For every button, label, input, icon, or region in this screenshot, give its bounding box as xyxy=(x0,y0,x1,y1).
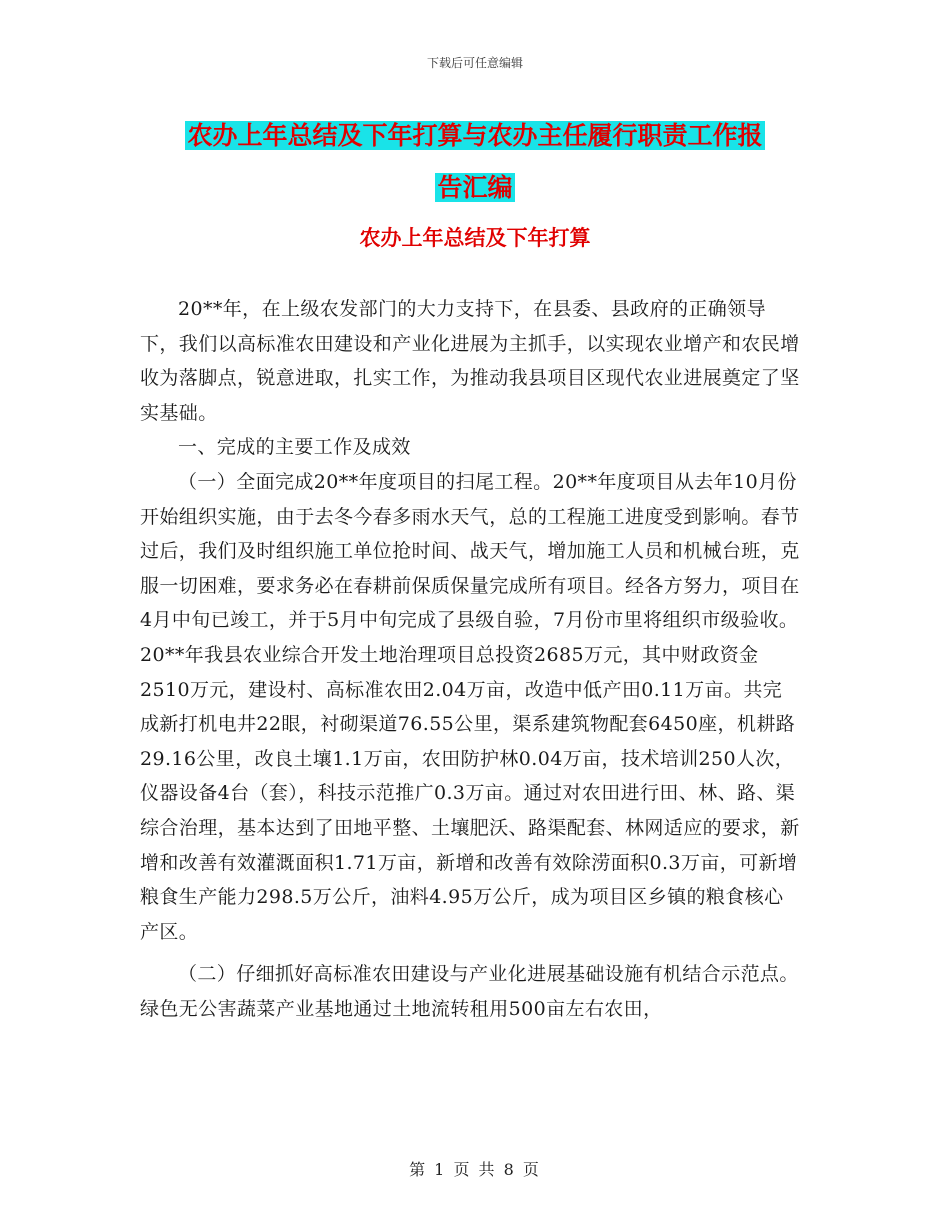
paragraph-intro: 20**年，在上级农发部门的大力支持下，在县委、县政府的正确领导下，我们以高标准农田建设和产业化进展为主抓手，以实现农业增产和农民增收为落脚点，锐意进取，扎实工作，为推动我县项目区现代农业进展奠定了坚实基础。 xyxy=(140,298,800,424)
paragraph-item-2: （二）仔细抓好高标准农田建设与产业化进展基础设施有机结合示范点。绿色无公害蔬菜产业基地通过土地流转租用500亩左右农田， xyxy=(140,963,799,1020)
section-title: 农办上年总结及下年打算 xyxy=(359,226,591,250)
heading-main-work: 一、完成的主要工作及成效 xyxy=(178,436,411,459)
paragraph-item-1: （一）全面完成20**年度项目的扫尾工程。20**年度项目从去年10月份开始组织实施，由于去冬今春多雨水天气，总的工程施工进度受到影响。春节过后，我们及时组织施工单位抢时间、战天气，增加施工人员和机械台班，克服一切困难，要求务必在春耕前保质保量完成所有项目。经各方努力，项目在4月中旬已竣工，并于5月中旬完成了县级自验，7月份市里将组织市级验收。20**年我县农业综合开发土地治理项目总投资2685万元，其中财政资金2510万元，建设村、高标准农田2.04万亩，改造中低产田0.11万亩。共完成新打机电井22眼，衬砌渠道76.55公里，渠系建筑物配套6450座，机耕路29.16公里，改良土壤1.1万亩，农田防护林0.04万亩，技术培训250人次，仪器设备4台（套），科技示范推广0.3万亩。通过对农田进行田、林、路、渠综合治理，基本达到了田地平整、土壤肥沃、路渠配套、林网适应的要求，新增和改善有效灌溉面积1.71万亩，新增和改善有效除涝面积0.3万亩，可新增粮食生产能力298.5万公斤，油料4.95万公斤，成为项目区乡镇的粮食核心产区。 xyxy=(140,470,800,943)
header-note: 下载后可任意编辑 xyxy=(426,56,523,70)
title-line-1: 农办上年总结及下年打算与农办主任履行职责工作报 xyxy=(187,121,763,150)
title-line-2: 告汇编 xyxy=(437,173,513,202)
document-title xyxy=(0,110,950,214)
page-footer: 第 1 页 共 8 页 xyxy=(409,1160,541,1179)
document-body xyxy=(140,292,800,1026)
